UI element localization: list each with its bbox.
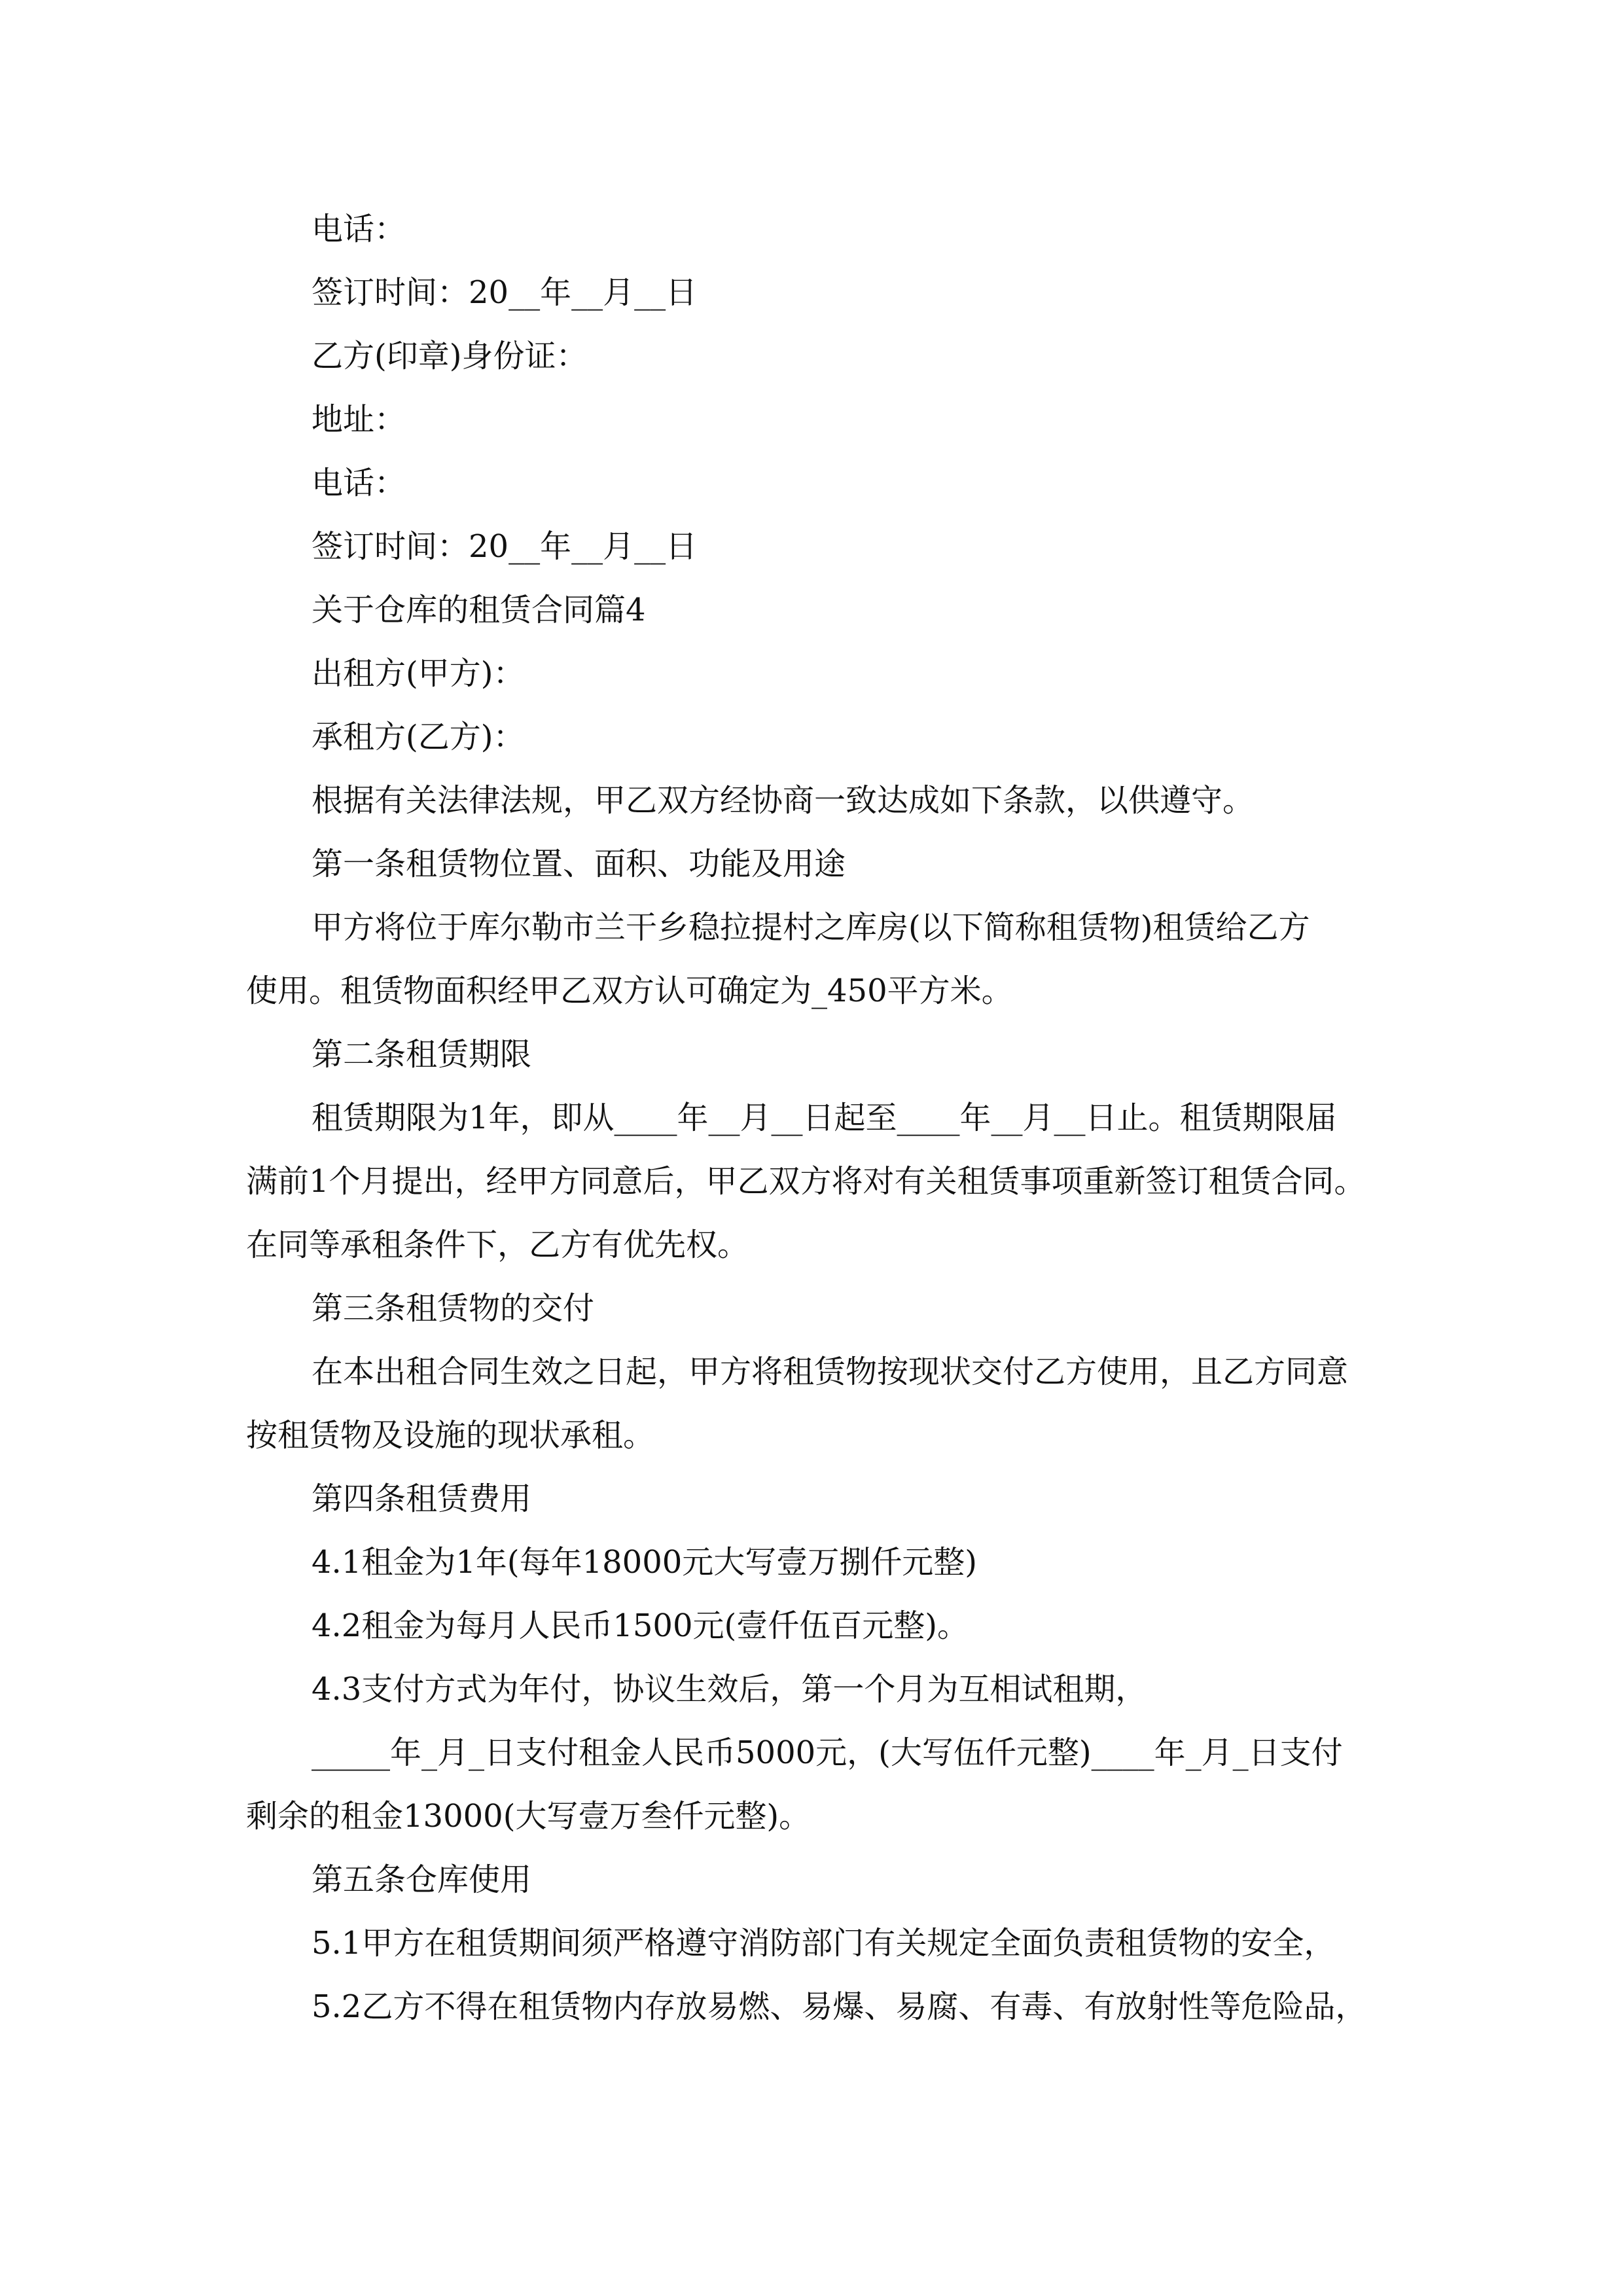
paragraph-line: 4.1租金为1年(每年18000元大写壹万捌仟元整)	[312, 1544, 978, 1581]
paragraph-line: 满前1个月提出，经甲方同意后，甲乙双方将对有关租赁事项重新签订租赁合同。	[246, 1163, 1366, 1200]
paragraph-line: 5.2乙方不得在租赁物内存放易燃、易爆、易腐、有毒、有放射性等危险品，	[312, 1988, 1367, 2025]
clause-heading: 第四条租赁费用	[312, 1480, 532, 1517]
paragraph-line: 甲方将位于库尔勒市兰干乡稳拉提村之库房(以下简称租赁物)租赁给乙方	[312, 909, 1310, 946]
text-line: 出租方(甲方)：	[312, 655, 525, 692]
paragraph-line: 在同等承租条件下，乙方有优先权。	[246, 1227, 749, 1263]
text-line: 电话：	[312, 465, 406, 501]
paragraph-line: 剩余的租金13000(大写壹万叁仟元整)。	[246, 1798, 811, 1835]
clause-heading: 第一条租赁物位置、面积、功能及用途	[312, 846, 846, 882]
text-line: 乙方(印章)身份证：	[312, 338, 588, 374]
clause-heading: 第五条仓库使用	[312, 1861, 532, 1898]
paragraph-line: 使用。租赁物面积经甲乙双方认可确定为_450平方米。	[246, 973, 1013, 1009]
text-line: 签订时间：20__年__月__日	[312, 528, 698, 565]
clause-heading: 第三条租赁物的交付	[312, 1290, 595, 1327]
paragraph-line: _____年_月_日支付租金人民币5000元，(大写伍仟元整)____年_月_日支付	[312, 1734, 1343, 1771]
text-line: 电话：	[312, 211, 406, 247]
text-line: 地址：	[312, 401, 406, 438]
paragraph-line: 租赁期限为1年，即从____年__月__日起至____年__月__日止。租赁期限届	[312, 1100, 1337, 1136]
paragraph-line: 4.2租金为每月人民币1500元(壹仟伍百元整)。	[312, 1607, 969, 1644]
paragraph-line: 按租赁物及设施的现状承租。	[246, 1417, 655, 1454]
text-line: 承租方(乙方)：	[312, 719, 525, 755]
text-line: 签订时间：20__年__月__日	[312, 274, 698, 311]
text-line: 根据有关法律法规，甲乙双方经协商一致达成如下条款，以供遵守。	[312, 782, 1255, 819]
paragraph-line: 4.3支付方式为年付，协议生效后，第一个月为互相试租期，	[312, 1671, 1147, 1708]
clause-heading: 第二条租赁期限	[312, 1036, 532, 1073]
section-heading: 关于仓库的租赁合同篇4	[312, 592, 646, 628]
paragraph-line: 5.1甲方在租赁期间须严格遵守消防部门有关规定全面负责租赁物的安全，	[312, 1925, 1336, 1962]
paragraph-line: 在本出租合同生效之日起，甲方将租赁物按现状交付乙方使用，且乙方同意	[312, 1354, 1349, 1390]
